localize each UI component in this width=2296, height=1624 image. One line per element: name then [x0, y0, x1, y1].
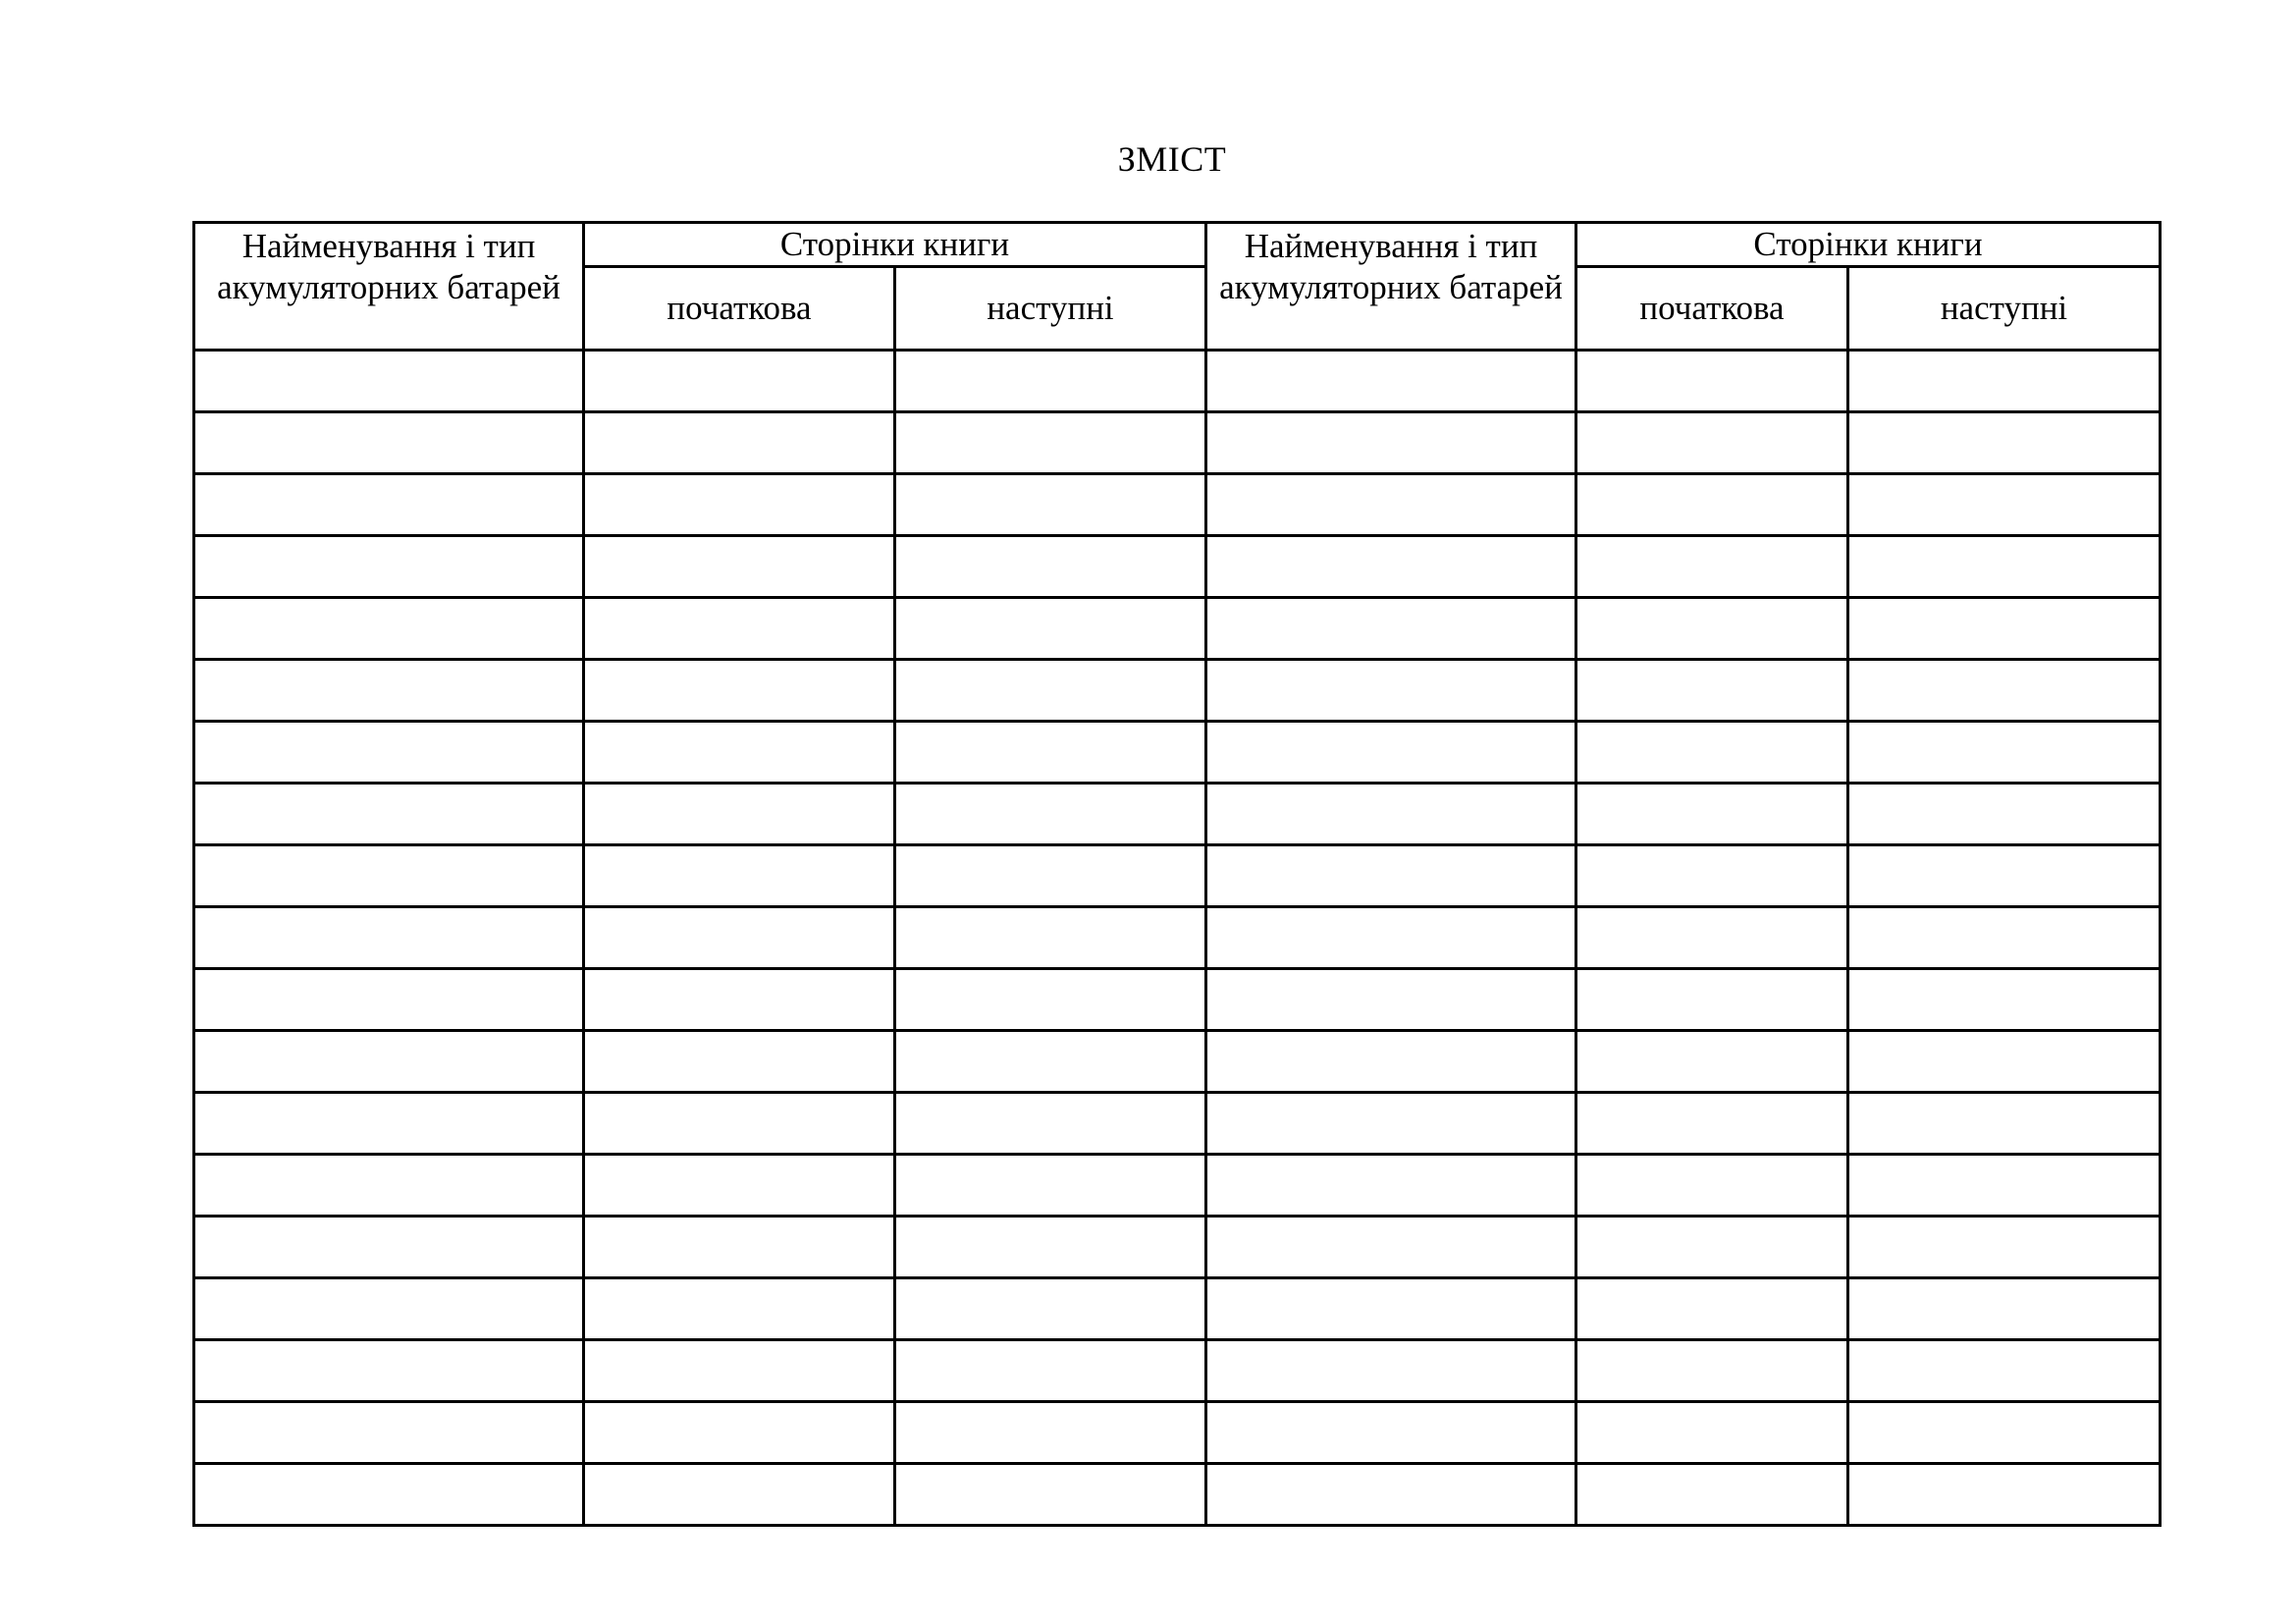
- battery-name-cell-right: [1206, 1093, 1576, 1155]
- next-pages-cell-left: [895, 1217, 1206, 1278]
- table-row: [194, 907, 2161, 969]
- next-pages-cell-left: [895, 722, 1206, 784]
- battery-name-cell-right: [1206, 660, 1576, 722]
- table-row: [194, 351, 2161, 412]
- next-pages-cell-right: [1848, 1278, 2161, 1340]
- battery-name-cell-left: [194, 1031, 584, 1093]
- book-pages-header-right: Сторінки книги: [1576, 223, 2161, 267]
- next-pages-cell-right: [1848, 536, 2161, 598]
- next-pages-cell-right: [1848, 1217, 2161, 1278]
- initial-page-cell-right: [1576, 1217, 1848, 1278]
- header-row-top: [194, 223, 2161, 267]
- battery-name-cell-left: [194, 845, 584, 907]
- table-row: [194, 412, 2161, 474]
- next-pages-cell-right: [1848, 1093, 2161, 1155]
- next-pages-cell-left: [895, 660, 1206, 722]
- initial-page-cell-left: [584, 722, 895, 784]
- table-row: [194, 784, 2161, 845]
- table-row: [194, 969, 2161, 1031]
- initial-page-cell-left: [584, 1155, 895, 1217]
- battery-name-cell-right: [1206, 845, 1576, 907]
- initial-page-cell-left: [584, 1340, 895, 1402]
- next-pages-cell-left: [895, 907, 1206, 969]
- battery-name-cell-right: [1206, 351, 1576, 412]
- initial-page-cell-right: [1576, 474, 1848, 536]
- initial-page-cell-right: [1576, 1278, 1848, 1340]
- next-pages-cell-right: [1848, 1155, 2161, 1217]
- battery-name-cell-left: [194, 474, 584, 536]
- contents-table: [192, 221, 2162, 1527]
- next-pages-cell-left: [895, 412, 1206, 474]
- next-pages-cell-right: [1848, 660, 2161, 722]
- initial-page-cell-right: [1576, 660, 1848, 722]
- table-row: [194, 1155, 2161, 1217]
- initial-page-cell-right: [1576, 1464, 1848, 1526]
- initial-page-cell-left: [584, 1093, 895, 1155]
- book-pages-header-left: Сторінки книги: [584, 223, 1206, 267]
- initial-page-cell-left: [584, 598, 895, 660]
- next-pages-cell-right: [1848, 1340, 2161, 1402]
- next-pages-cell-right: [1848, 722, 2161, 784]
- next-pages-cell-right: [1848, 412, 2161, 474]
- battery-name-cell-left: [194, 1278, 584, 1340]
- next-pages-cell-right: [1848, 474, 2161, 536]
- table-row: [194, 598, 2161, 660]
- battery-name-cell-left: [194, 722, 584, 784]
- initial-page-cell-right: [1576, 1402, 1848, 1464]
- next-pages-cell-left: [895, 1093, 1206, 1155]
- contents-table-body: [194, 351, 2161, 1526]
- battery-name-cell-left: [194, 351, 584, 412]
- next-pages-cell-right: [1848, 351, 2161, 412]
- initial-page-cell-left: [584, 1464, 895, 1526]
- next-pages-cell-right: [1848, 845, 2161, 907]
- next-pages-header-right: наступні: [1848, 267, 2161, 351]
- initial-page-header-left: початкова: [584, 267, 895, 351]
- next-pages-cell-right: [1848, 1402, 2161, 1464]
- initial-page-cell-left: [584, 1217, 895, 1278]
- initial-page-cell-right: [1576, 1031, 1848, 1093]
- initial-page-cell-right: [1576, 784, 1848, 845]
- initial-page-cell-right: [1576, 722, 1848, 784]
- table-row: [194, 1031, 2161, 1093]
- next-pages-cell-right: [1848, 907, 2161, 969]
- initial-page-cell-right: [1576, 598, 1848, 660]
- battery-name-cell-right: [1206, 1340, 1576, 1402]
- battery-name-cell-left: [194, 412, 584, 474]
- initial-page-cell-left: [584, 784, 895, 845]
- table-row: [194, 1402, 2161, 1464]
- initial-page-cell-right: [1576, 351, 1848, 412]
- table-row: [194, 1093, 2161, 1155]
- battery-name-type-header-right: Найменування і тип акумуляторних батарей: [1206, 223, 1576, 351]
- initial-page-cell-right: [1576, 907, 1848, 969]
- battery-name-type-header-left: Найменування і тип акумуляторних батарей: [194, 223, 584, 351]
- initial-page-cell-left: [584, 1402, 895, 1464]
- battery-name-cell-right: [1206, 1031, 1576, 1093]
- battery-name-cell-left: [194, 907, 584, 969]
- initial-page-cell-left: [584, 351, 895, 412]
- initial-page-cell-left: [584, 412, 895, 474]
- battery-name-cell-right: [1206, 784, 1576, 845]
- next-pages-cell-left: [895, 1278, 1206, 1340]
- initial-page-cell-right: [1576, 536, 1848, 598]
- battery-name-cell-left: [194, 1402, 584, 1464]
- battery-name-cell-right: [1206, 907, 1576, 969]
- battery-name-cell-left: [194, 536, 584, 598]
- initial-page-cell-right: [1576, 1155, 1848, 1217]
- battery-name-cell-right: [1206, 1217, 1576, 1278]
- next-pages-cell-left: [895, 1340, 1206, 1402]
- battery-name-cell-left: [194, 1217, 584, 1278]
- table-row: [194, 1340, 2161, 1402]
- page-title: ЗМІСТ: [1117, 139, 1227, 179]
- initial-page-cell-right: [1576, 1093, 1848, 1155]
- battery-name-cell-left: [194, 784, 584, 845]
- next-pages-cell-right: [1848, 969, 2161, 1031]
- battery-name-cell-right: [1206, 474, 1576, 536]
- initial-page-cell-left: [584, 474, 895, 536]
- battery-name-cell-right: [1206, 1278, 1576, 1340]
- battery-name-cell-left: [194, 1464, 584, 1526]
- table-row: [194, 660, 2161, 722]
- next-pages-cell-right: [1848, 784, 2161, 845]
- next-pages-cell-left: [895, 784, 1206, 845]
- initial-page-cell-left: [584, 660, 895, 722]
- battery-name-cell-left: [194, 660, 584, 722]
- initial-page-cell-right: [1576, 1340, 1848, 1402]
- table-row: [194, 536, 2161, 598]
- initial-page-header-right: початкова: [1576, 267, 1848, 351]
- next-pages-cell-left: [895, 1155, 1206, 1217]
- battery-name-cell-left: [194, 598, 584, 660]
- battery-name-cell-right: [1206, 536, 1576, 598]
- next-pages-cell-left: [895, 969, 1206, 1031]
- battery-name-cell-left: [194, 969, 584, 1031]
- next-pages-cell-right: [1848, 598, 2161, 660]
- table-row: [194, 1464, 2161, 1526]
- next-pages-cell-left: [895, 351, 1206, 412]
- battery-name-cell-right: [1206, 969, 1576, 1031]
- next-pages-cell-left: [895, 474, 1206, 536]
- table-row: [194, 1278, 2161, 1340]
- table-row: [194, 474, 2161, 536]
- next-pages-cell-left: [895, 536, 1206, 598]
- battery-name-cell-left: [194, 1093, 584, 1155]
- battery-name-cell-right: [1206, 1402, 1576, 1464]
- next-pages-cell-left: [895, 598, 1206, 660]
- next-pages-cell-left: [895, 845, 1206, 907]
- initial-page-cell-right: [1576, 845, 1848, 907]
- battery-name-cell-left: [194, 1155, 584, 1217]
- initial-page-cell-left: [584, 969, 895, 1031]
- initial-page-cell-left: [584, 845, 895, 907]
- table-row: [194, 1217, 2161, 1278]
- battery-name-cell-right: [1206, 598, 1576, 660]
- battery-name-cell-right: [1206, 1464, 1576, 1526]
- battery-name-cell-right: [1206, 722, 1576, 784]
- battery-name-cell-right: [1206, 1155, 1576, 1217]
- next-pages-cell-left: [895, 1031, 1206, 1093]
- next-pages-cell-left: [895, 1402, 1206, 1464]
- table-row: [194, 845, 2161, 907]
- next-pages-cell-right: [1848, 1031, 2161, 1093]
- next-pages-cell-right: [1848, 1464, 2161, 1526]
- initial-page-cell-left: [584, 907, 895, 969]
- next-pages-header-left: наступні: [895, 267, 1206, 351]
- initial-page-cell-right: [1576, 969, 1848, 1031]
- table-row: [194, 722, 2161, 784]
- initial-page-cell-left: [584, 1278, 895, 1340]
- battery-name-cell-right: [1206, 412, 1576, 474]
- initial-page-cell-left: [584, 1031, 895, 1093]
- next-pages-cell-left: [895, 1464, 1206, 1526]
- battery-name-cell-left: [194, 1340, 584, 1402]
- initial-page-cell-right: [1576, 412, 1848, 474]
- initial-page-cell-left: [584, 536, 895, 598]
